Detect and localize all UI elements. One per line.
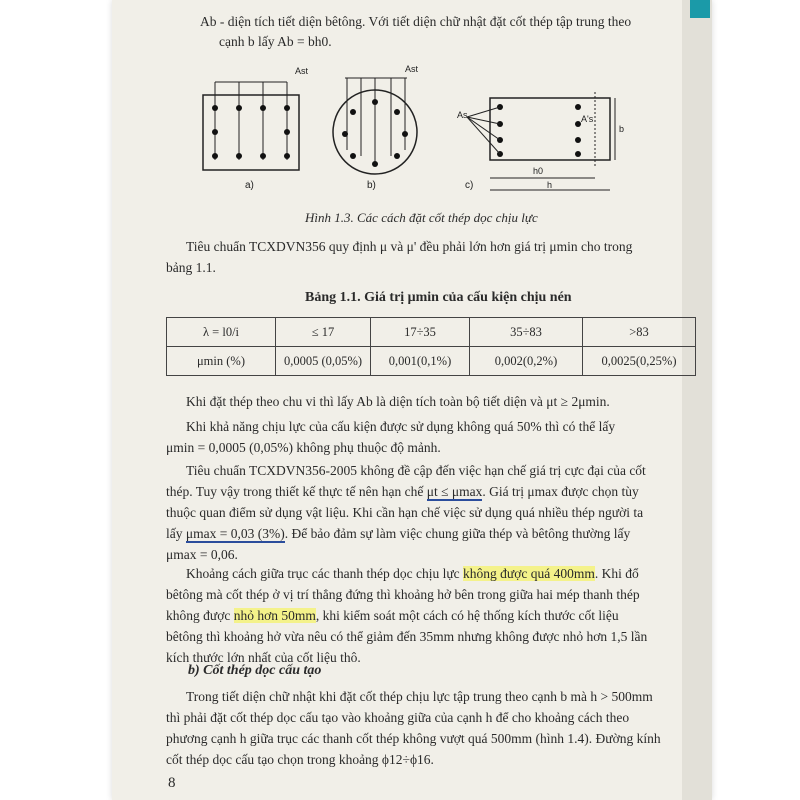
label-as-prime: A's <box>581 114 594 124</box>
label-as: As <box>457 110 468 120</box>
table-cell: 0,0025(0,25%) <box>583 347 696 376</box>
table-cell: >83 <box>583 318 696 347</box>
page-gutter <box>682 0 712 800</box>
label-ast-b: Ast <box>405 64 419 74</box>
paragraph-3: Khi khả năng chịu lực của cấu kiện được sử dụng không quá 50% thì có thể lấy μmin = 0,0005 (0,05%) không phụ thuộc độ mảnh. <box>166 419 616 455</box>
label-ast-a: Ast <box>295 66 309 76</box>
table-cell: 0,001(0,1%) <box>371 347 470 376</box>
table-cell: 35÷83 <box>470 318 583 347</box>
underlined-mu-condition: μt ≤ μmax <box>426 484 483 499</box>
highlight-50mm: nhỏ hơn 50mm <box>233 608 316 623</box>
intro-line-2: cạnh b lấy Ab = bh0. <box>219 34 332 49</box>
figure-caption: Hình 1.3. Các cách đặt cốt thép dọc chịu lực <box>305 210 538 225</box>
paragraph-6: Trong tiết diện chữ nhật khi đặt cốt thép chịu lực tập trung theo cạnh b mà h > 500mm thì phải đặt cốt thép dọc cấu tạo vào khoảng giữa của cạnh h để cho khoảng cách theo phương cạnh h giữa trục các thanh cốt thép không vượt quá 500mm (hình 1.4). Đường kính cốt thép dọc cấu tạo chọn trong khoảng ϕ12÷ϕ16. <box>166 689 661 767</box>
paragraph-5: Khoảng cách giữa trục các thanh thép dọc chịu lực không được quá 400mm. Khi đổ bêtông mà cốt thép ở vị trí thẳng đứng thì khoảng hở bên trong giữa hai mép thanh thép không được nhỏ hơn 50mm, khi kiểm soát một cách có hệ thống kích thước cốt liệu bêtông thì khoảng hở vừa nêu có thể giảm đến 35mm nhưng không được nhỏ hơn 1,5 lần kích thước lớn nhất của cốt liệu thô. <box>166 566 648 665</box>
rebar-layout-figure <box>195 60 645 205</box>
figure-b-circular-section <box>333 78 417 174</box>
sub-label-b: b) <box>367 180 376 191</box>
mu-min-table <box>166 317 696 376</box>
label-h: h <box>547 180 553 190</box>
table-cell: μmin (%) <box>167 347 276 376</box>
paragraph-1: Tiêu chuẩn TCXDVN356 quy định μ và μ' đều phải lớn hơn giá trị μmin cho trong bảng 1.1. <box>166 239 633 275</box>
table-row <box>167 347 696 376</box>
table-cell: λ = l0/i <box>167 318 276 347</box>
table-title: Bảng 1.1. Giá trị μmin của cấu kiện chịu nén <box>305 290 572 305</box>
figure-a-rectangular-section <box>203 82 299 170</box>
section-subheading: b) Cốt thép dọc cấu tạo <box>188 663 322 678</box>
page-number: 8 <box>168 775 176 791</box>
label-b: b <box>619 124 625 134</box>
highlight-400mm: không được quá 400mm <box>463 566 595 581</box>
page-tab-marker <box>690 0 710 18</box>
sub-label-a: a) <box>245 180 254 191</box>
label-h0: h0 <box>533 166 544 176</box>
underlined-mu-max: μmax = 0,03 (3%) <box>185 526 285 541</box>
table-cell: 0,002(0,2%) <box>470 347 583 376</box>
table-cell: 0,0005 (0,05%) <box>276 347 371 376</box>
intro-line-1: Ab - diện tích tiết diện bêtông. Với tiết diện chữ nhật đặt cốt thép tập trung theo <box>200 14 632 29</box>
sub-label-c: c) <box>465 180 474 191</box>
paragraph-2: Khi đặt thép theo chu vi thì lấy Ab là diện tích toàn bộ tiết diện và μt ≥ 2μmin. <box>186 394 610 409</box>
table-header-row <box>167 318 696 347</box>
paragraph-4: Tiêu chuẩn TCXDVN356-2005 không đề cập đến việc hạn chế giá trị cực đại của cốt thép. Tuy vậy trong thiết kế thực tế nên hạn chế μt ≤ μmax. Giá trị μmax được chọn tùy thuộc quan điểm sử dụng vật liệu. Khi cần hạn chế việc sử dụng quá nhiều thép người ta lấy μmax = 0,03 (3%). Để bảo đảm sự làm việc chung giữa thép và bêtông thường lấy μmax = 0,06. <box>166 463 646 562</box>
table-cell: 17÷35 <box>371 318 470 347</box>
table-cell: ≤ 17 <box>276 318 371 347</box>
